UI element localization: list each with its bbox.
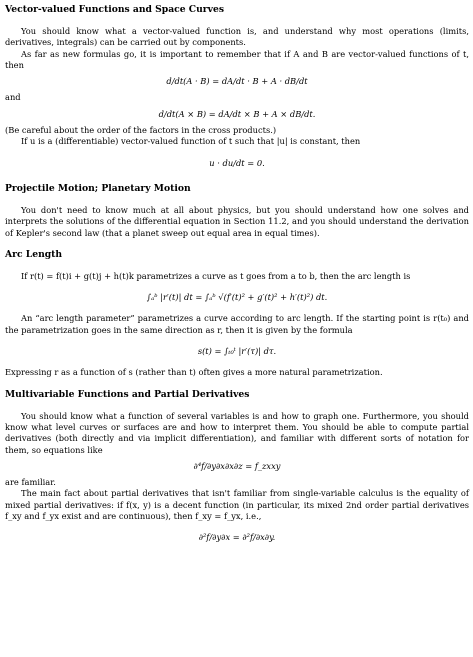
- equation-arc-length: ∫ₐᵇ |r′(t)| dt = ∫ₐᵇ √(f′(t)² + g′(t)² + h′(t)²) dt.: [146, 292, 328, 303]
- paragraph-constant-length: If u is a (differentiable) vector-valued function of t such that |u| is constant, then: [21, 136, 361, 147]
- paragraph-vector-intro: You should know what a vector-valued function is, and understand why most operations (limits, derivatives, integrals) can be carried out by components.: [5, 26, 469, 48]
- section-title-vector-valued: Vector-valued Functions and Space Curves: [5, 4, 225, 15]
- equation-mixed-partials: ∂²f/∂y∂x = ∂²f/∂x∂y.: [198, 532, 276, 543]
- paragraph-natural-parametrization: Expressing r as a function of s (rather than t) often gives a more natural parametrization.: [5, 367, 383, 378]
- paragraph-order-caution: (Be careful about the order of the factors in the cross products.): [5, 125, 277, 136]
- text-and: and: [5, 92, 21, 103]
- equation-notation-example: ∂⁴f/∂y∂x∂x∂z = f_zxxy: [193, 460, 281, 471]
- section-title-projectile: Projectile Motion; Planetary Motion: [5, 182, 191, 194]
- equation-dot-product-rule: d/dt(A · B) = dA/dt · B + A · dB/dt: [166, 76, 308, 87]
- paragraph-arc-length-parameter: An “arc length parameter” parametrizes a curve according to arc length. If the starting point is r(t₀) and the parametrization goes in the same direction as r, then it is given by the formula: [5, 313, 469, 335]
- paragraph-vector-formulas: As far as new formulas go, it is important to remember that if A and B are vector-valued functions of t, then: [5, 48, 469, 70]
- equation-arc-length-parameter: s(t) = ∫ₜ₀ᵗ |r′(τ)| dτ.: [197, 346, 277, 357]
- paragraph-multivariable: You should know what a function of several variables is and how to graph one. Furthermore, you should know what level curves or surfaces are and how to interpret them. You should be able to compute partial derivatives (both directly and via implicit differentiation), and familiar with different sorts of notation for them, so equations like: [5, 410, 469, 455]
- document-page: [5, 4, 469, 544]
- equation-cross-product-rule: d/dt(A × B) = dA/dt × B + A × dB/dt.: [158, 108, 316, 119]
- section-title-arc-length: Arc Length: [5, 248, 63, 260]
- equation-orthogonal: u · du/dt = 0.: [209, 157, 265, 168]
- paragraph-are-familiar: are familiar.: [5, 477, 56, 488]
- section-title-partial-derivatives: Multivariable Functions and Partial Derivatives: [5, 388, 250, 400]
- paragraph-arc-length-def: If r(t) = f(t)i + g(t)j + h(t)k parametrizes a curve as t goes from a to b, then the arc length is: [21, 270, 411, 281]
- paragraph-projectile: You don't need to know much at all about physics, but you should understand how one solves and interprets the solutions of the differential equation in Section 11.2, and you should understand the derivation of Kepler's second law (that a planet sweep out equal area in equal times).: [5, 204, 469, 238]
- paragraph-mixed-partials: The main fact about partial derivatives that isn't familiar from single-variable calculus is the equality of mixed partial derivatives: if f(x, y) is a decent function (in particular, its mixed 2nd order partial derivatives f_xy and f_yx exist and are continuous), then f_xy = f_yx, i.e.,: [5, 488, 469, 522]
